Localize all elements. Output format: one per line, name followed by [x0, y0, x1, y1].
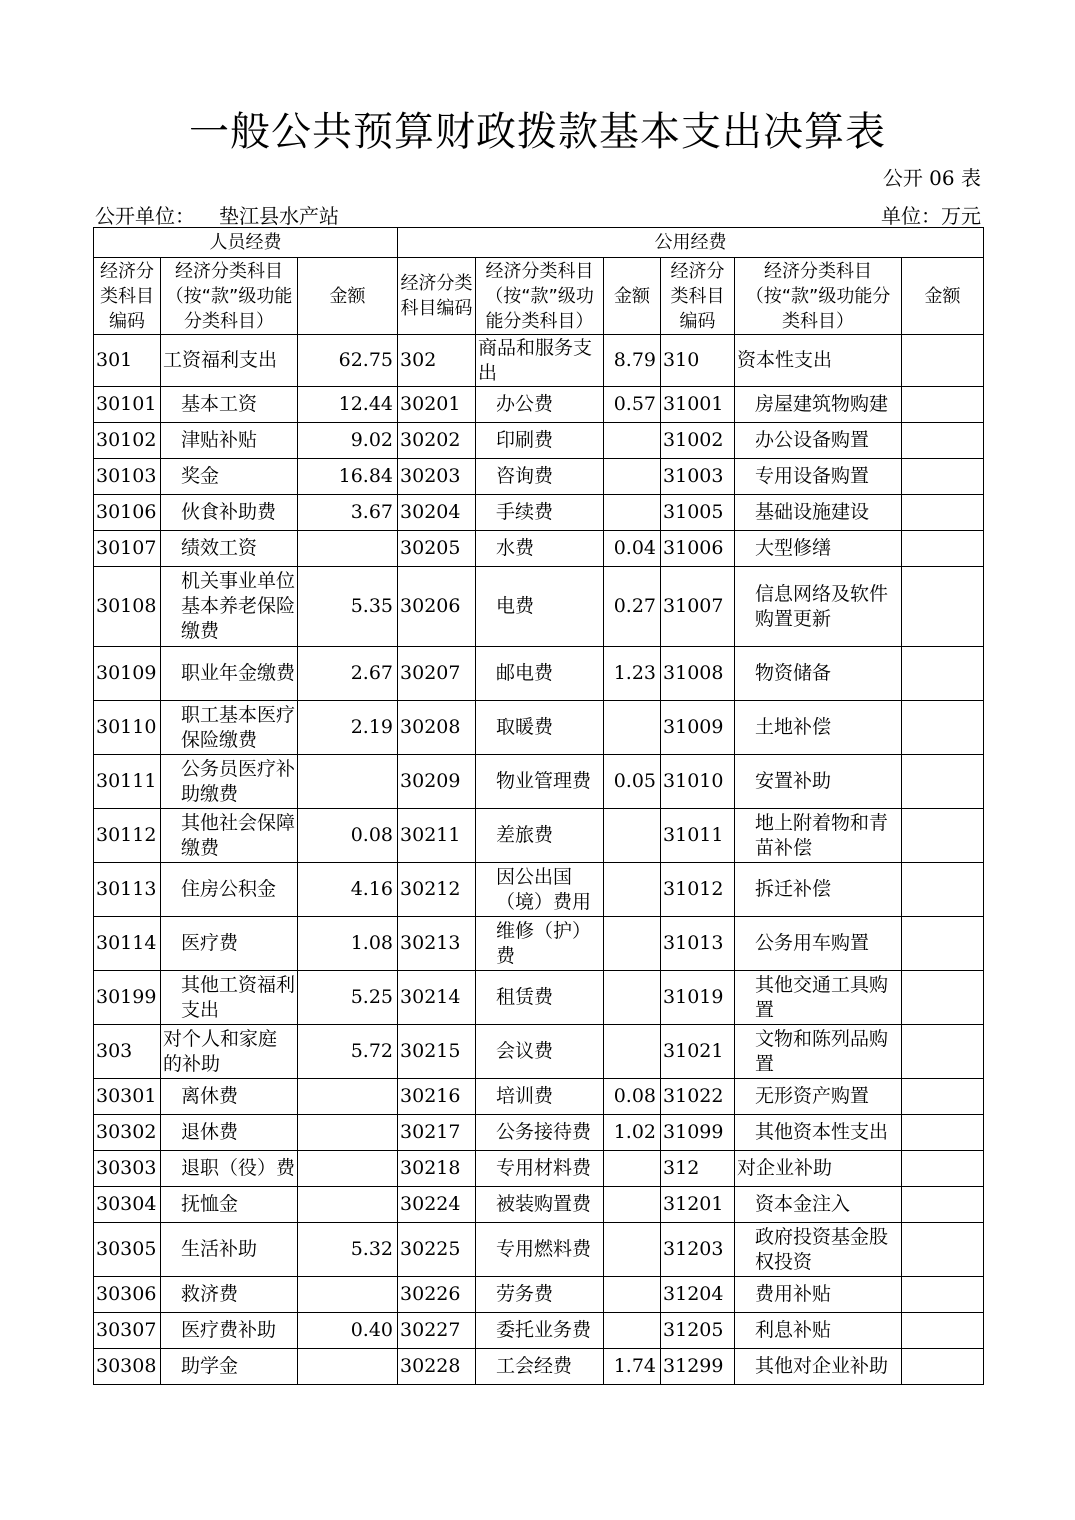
- economic-code-cell: 30206: [398, 567, 476, 647]
- table-row: [94, 1187, 984, 1223]
- economic-code-cell: 30209: [398, 755, 476, 809]
- economic-code-cell: 30101: [94, 387, 161, 423]
- amount-cell: 16.84: [298, 459, 398, 495]
- amount-cell: [902, 567, 984, 647]
- item-name-cell: 其他资本性支出: [735, 1115, 902, 1151]
- amount-cell: [298, 531, 398, 567]
- amount-cell: [902, 1115, 984, 1151]
- item-name-cell: 生活补助: [161, 1223, 298, 1277]
- item-name-cell: 利息补贴: [735, 1313, 902, 1349]
- expenditure-table: [93, 227, 984, 1385]
- item-name-cell: 奖金: [161, 459, 298, 495]
- amount-cell: [902, 863, 984, 917]
- amount-cell: 1.23: [604, 647, 661, 701]
- item-name-cell: 职工基本医疗保险缴费: [161, 701, 298, 755]
- economic-code-cell: 31022: [661, 1079, 735, 1115]
- item-name-cell: 物资储备: [735, 647, 902, 701]
- table-row: [94, 335, 984, 387]
- amount-cell: 8.79: [604, 335, 661, 387]
- economic-code-cell: 31005: [661, 495, 735, 531]
- table-row: [94, 917, 984, 971]
- group-header-personnel: 人员经费: [94, 228, 398, 258]
- item-name-cell: 安置补助: [735, 755, 902, 809]
- amount-cell: [298, 1151, 398, 1187]
- amount-cell: 0.08: [604, 1079, 661, 1115]
- economic-code-cell: 30217: [398, 1115, 476, 1151]
- col-header-name: 经济分类科目（按“款”级功能分类科目）: [735, 258, 902, 335]
- economic-code-cell: 31204: [661, 1277, 735, 1313]
- economic-code-cell: 30111: [94, 755, 161, 809]
- amount-cell: [902, 459, 984, 495]
- amount-cell: 0.57: [604, 387, 661, 423]
- item-name-cell: 专用材料费: [476, 1151, 604, 1187]
- item-name-cell: 商品和服务支出: [476, 335, 604, 387]
- amount-cell: [902, 495, 984, 531]
- economic-code-cell: 30304: [94, 1187, 161, 1223]
- item-name-cell: 公务用车购置: [735, 917, 902, 971]
- amount-cell: [604, 1223, 661, 1277]
- amount-cell: 2.67: [298, 647, 398, 701]
- item-name-cell: 专用设备购置: [735, 459, 902, 495]
- amount-cell: [902, 809, 984, 863]
- economic-code-cell: 30213: [398, 917, 476, 971]
- amount-cell: 1.02: [604, 1115, 661, 1151]
- economic-code-cell: 31201: [661, 1187, 735, 1223]
- amount-cell: [902, 1223, 984, 1277]
- economic-code-cell: 30224: [398, 1187, 476, 1223]
- item-name-cell: 电费: [476, 567, 604, 647]
- table-row: [94, 1349, 984, 1385]
- table-row: [94, 809, 984, 863]
- economic-code-cell: 30307: [94, 1313, 161, 1349]
- amount-cell: [298, 755, 398, 809]
- item-name-cell: 咨询费: [476, 459, 604, 495]
- item-name-cell: 资本金注入: [735, 1187, 902, 1223]
- amount-cell: 12.44: [298, 387, 398, 423]
- group-header-public: 公用经费: [398, 228, 984, 258]
- item-name-cell: 基本工资: [161, 387, 298, 423]
- col-header-name: 经济分类科目（按“款”级功能分类科目）: [476, 258, 604, 335]
- economic-code-cell: 31299: [661, 1349, 735, 1385]
- economic-code-cell: 31007: [661, 567, 735, 647]
- item-name-cell: 对企业补助: [735, 1151, 902, 1187]
- economic-code-cell: 30109: [94, 647, 161, 701]
- economic-code-cell: 30216: [398, 1079, 476, 1115]
- economic-code-cell: 30103: [94, 459, 161, 495]
- economic-code-cell: 30218: [398, 1151, 476, 1187]
- item-name-cell: 租赁费: [476, 971, 604, 1025]
- item-name-cell: 房屋建筑物购建: [735, 387, 902, 423]
- table-row: [94, 1025, 984, 1079]
- table-row: [94, 423, 984, 459]
- economic-code-cell: 31010: [661, 755, 735, 809]
- amount-cell: 5.35: [298, 567, 398, 647]
- item-name-cell: 印刷费: [476, 423, 604, 459]
- item-name-cell: 公务接待费: [476, 1115, 604, 1151]
- item-name-cell: 土地补偿: [735, 701, 902, 755]
- item-name-cell: 伙食补助费: [161, 495, 298, 531]
- amount-cell: [604, 917, 661, 971]
- col-header-code: 经济分类科目编码: [94, 258, 161, 335]
- table-row: [94, 531, 984, 567]
- amount-cell: 1.08: [298, 917, 398, 971]
- economic-code-cell: 31008: [661, 647, 735, 701]
- economic-code-cell: 310: [661, 335, 735, 387]
- amount-cell: [298, 1277, 398, 1313]
- economic-code-cell: 31013: [661, 917, 735, 971]
- amount-cell: [902, 647, 984, 701]
- item-name-cell: 住房公积金: [161, 863, 298, 917]
- amount-cell: 5.32: [298, 1223, 398, 1277]
- table-row: [94, 701, 984, 755]
- amount-cell: [902, 387, 984, 423]
- economic-code-cell: 30205: [398, 531, 476, 567]
- economic-code-cell: 30108: [94, 567, 161, 647]
- item-name-cell: 大型修缮: [735, 531, 902, 567]
- amount-cell: [902, 423, 984, 459]
- item-name-cell: 其他交通工具购置: [735, 971, 902, 1025]
- economic-code-cell: 31002: [661, 423, 735, 459]
- economic-code-cell: 30207: [398, 647, 476, 701]
- item-name-cell: 维修（护）费: [476, 917, 604, 971]
- amount-cell: [604, 495, 661, 531]
- item-name-cell: 抚恤金: [161, 1187, 298, 1223]
- table-row: [94, 1223, 984, 1277]
- unit-label: 公开单位：: [95, 204, 195, 228]
- amount-cell: [604, 701, 661, 755]
- form-number: 公开 06 表: [882, 166, 981, 190]
- amount-cell: 3.67: [298, 495, 398, 531]
- item-name-cell: 津贴补贴: [161, 423, 298, 459]
- economic-code-cell: 31099: [661, 1115, 735, 1151]
- item-name-cell: 邮电费: [476, 647, 604, 701]
- economic-code-cell: 30112: [94, 809, 161, 863]
- col-header-code: 经济分类科目编码: [398, 258, 476, 335]
- table-row: [94, 971, 984, 1025]
- item-name-cell: 差旅费: [476, 809, 604, 863]
- table-row: [94, 1079, 984, 1115]
- economic-code-cell: 30201: [398, 387, 476, 423]
- economic-code-cell: 30113: [94, 863, 161, 917]
- amount-cell: [902, 1313, 984, 1349]
- amount-cell: 0.27: [604, 567, 661, 647]
- economic-code-cell: 30215: [398, 1025, 476, 1079]
- item-name-cell: 培训费: [476, 1079, 604, 1115]
- item-name-cell: 办公设备购置: [735, 423, 902, 459]
- item-name-cell: 会议费: [476, 1025, 604, 1079]
- col-header-amount: 金额: [604, 258, 661, 335]
- economic-code-cell: 31012: [661, 863, 735, 917]
- amount-cell: [604, 459, 661, 495]
- amount-cell: [902, 335, 984, 387]
- amount-cell: [902, 755, 984, 809]
- item-name-cell: 工资福利支出: [161, 335, 298, 387]
- economic-code-cell: 30199: [94, 971, 161, 1025]
- table-row: [94, 863, 984, 917]
- amount-cell: [902, 1187, 984, 1223]
- economic-code-cell: 31011: [661, 809, 735, 863]
- economic-code-cell: 31006: [661, 531, 735, 567]
- amount-cell: [604, 809, 661, 863]
- item-name-cell: 退职（役）费: [161, 1151, 298, 1187]
- col-header-amount: 金额: [298, 258, 398, 335]
- economic-code-cell: 30305: [94, 1223, 161, 1277]
- item-name-cell: 拆迁补偿: [735, 863, 902, 917]
- item-name-cell: 工会经费: [476, 1349, 604, 1385]
- document-title: 一般公共预算财政拨款基本支出决算表: [189, 109, 886, 155]
- amount-cell: [902, 971, 984, 1025]
- economic-code-cell: 31009: [661, 701, 735, 755]
- amount-cell: [902, 1025, 984, 1079]
- amount-cell: [902, 1349, 984, 1385]
- item-name-cell: 机关事业单位基本养老保险缴费: [161, 567, 298, 647]
- col-header-code: 经济分类科目编码: [661, 258, 735, 335]
- table-row: [94, 1277, 984, 1313]
- amount-cell: [604, 1151, 661, 1187]
- item-name-cell: 基础设施建设: [735, 495, 902, 531]
- amount-cell: [902, 531, 984, 567]
- item-name-cell: 费用补贴: [735, 1277, 902, 1313]
- item-name-cell: 资本性支出: [735, 335, 902, 387]
- economic-code-cell: 30227: [398, 1313, 476, 1349]
- economic-code-cell: 30225: [398, 1223, 476, 1277]
- item-name-cell: 离休费: [161, 1079, 298, 1115]
- amount-cell: 9.02: [298, 423, 398, 459]
- economic-code-cell: 30106: [94, 495, 161, 531]
- item-name-cell: 水费: [476, 531, 604, 567]
- item-name-cell: 手续费: [476, 495, 604, 531]
- economic-code-cell: 31021: [661, 1025, 735, 1079]
- amount-cell: 4.16: [298, 863, 398, 917]
- item-name-cell: 对个人和家庭的补助: [161, 1025, 298, 1079]
- economic-code-cell: 30212: [398, 863, 476, 917]
- item-name-cell: 物业管理费: [476, 755, 604, 809]
- economic-code-cell: 30102: [94, 423, 161, 459]
- item-name-cell: 委托业务费: [476, 1313, 604, 1349]
- col-header-name: 经济分类科目（按“款”级功能分类科目）: [161, 258, 298, 335]
- amount-cell: [902, 701, 984, 755]
- amount-cell: [902, 1277, 984, 1313]
- item-name-cell: 其他对企业补助: [735, 1349, 902, 1385]
- economic-code-cell: 30114: [94, 917, 161, 971]
- table-row: [94, 459, 984, 495]
- item-name-cell: 公务员医疗补助缴费: [161, 755, 298, 809]
- item-name-cell: 文物和陈列品购置: [735, 1025, 902, 1079]
- economic-code-cell: 31205: [661, 1313, 735, 1349]
- table-row: [94, 755, 984, 809]
- reporting-unit: [95, 200, 339, 229]
- item-name-cell: 取暖费: [476, 701, 604, 755]
- amount-cell: 0.40: [298, 1313, 398, 1349]
- economic-code-cell: 30208: [398, 701, 476, 755]
- item-name-cell: 其他工资福利支出: [161, 971, 298, 1025]
- amount-cell: 2.19: [298, 701, 398, 755]
- amount-cell: [298, 1187, 398, 1223]
- item-name-cell: 专用燃料费: [476, 1223, 604, 1277]
- amount-cell: 0.05: [604, 755, 661, 809]
- amount-cell: [604, 1025, 661, 1079]
- item-name-cell: 医疗费补助: [161, 1313, 298, 1349]
- economic-code-cell: 30203: [398, 459, 476, 495]
- table-row: [94, 1151, 984, 1187]
- item-name-cell: 政府投资基金股权投资: [735, 1223, 902, 1277]
- economic-code-cell: 30107: [94, 531, 161, 567]
- amount-cell: 0.04: [604, 531, 661, 567]
- economic-code-cell: 30302: [94, 1115, 161, 1151]
- item-name-cell: 劳务费: [476, 1277, 604, 1313]
- economic-code-cell: 30301: [94, 1079, 161, 1115]
- economic-code-cell: 30214: [398, 971, 476, 1025]
- item-name-cell: 绩效工资: [161, 531, 298, 567]
- currency-unit: 单位：万元: [881, 204, 981, 228]
- amount-cell: [902, 917, 984, 971]
- amount-cell: 0.08: [298, 809, 398, 863]
- item-name-cell: 办公费: [476, 387, 604, 423]
- economic-code-cell: 30228: [398, 1349, 476, 1385]
- economic-code-cell: 31001: [661, 387, 735, 423]
- amount-cell: [604, 1187, 661, 1223]
- unit-name: 垫江县水产站: [219, 204, 339, 228]
- table-row: [94, 1313, 984, 1349]
- amount-cell: [604, 423, 661, 459]
- amount-cell: [298, 1079, 398, 1115]
- economic-code-cell: 30303: [94, 1151, 161, 1187]
- item-name-cell: 地上附着物和青苗补偿: [735, 809, 902, 863]
- table-row: [94, 387, 984, 423]
- economic-code-cell: 301: [94, 335, 161, 387]
- economic-code-cell: 303: [94, 1025, 161, 1079]
- table-row: [94, 647, 984, 701]
- economic-code-cell: 30204: [398, 495, 476, 531]
- economic-code-cell: 30306: [94, 1277, 161, 1313]
- amount-cell: 5.25: [298, 971, 398, 1025]
- economic-code-cell: 30202: [398, 423, 476, 459]
- item-name-cell: 救济费: [161, 1277, 298, 1313]
- item-name-cell: 无形资产购置: [735, 1079, 902, 1115]
- item-name-cell: 因公出国（境）费用: [476, 863, 604, 917]
- economic-code-cell: 30211: [398, 809, 476, 863]
- amount-cell: [604, 1277, 661, 1313]
- economic-code-cell: 312: [661, 1151, 735, 1187]
- economic-code-cell: 30308: [94, 1349, 161, 1385]
- amount-cell: [298, 1349, 398, 1385]
- economic-code-cell: 31203: [661, 1223, 735, 1277]
- amount-cell: [298, 1115, 398, 1151]
- economic-code-cell: 30226: [398, 1277, 476, 1313]
- amount-cell: [604, 1313, 661, 1349]
- item-name-cell: 助学金: [161, 1349, 298, 1385]
- table-row: [94, 1115, 984, 1151]
- economic-code-cell: 30110: [94, 701, 161, 755]
- amount-cell: 1.74: [604, 1349, 661, 1385]
- col-header-amount: 金额: [902, 258, 984, 335]
- economic-code-cell: 31003: [661, 459, 735, 495]
- item-name-cell: 信息网络及软件购置更新: [735, 567, 902, 647]
- item-name-cell: 退休费: [161, 1115, 298, 1151]
- item-name-cell: 被装购置费: [476, 1187, 604, 1223]
- amount-cell: [604, 863, 661, 917]
- item-name-cell: 医疗费: [161, 917, 298, 971]
- item-name-cell: 职业年金缴费: [161, 647, 298, 701]
- economic-code-cell: 31019: [661, 971, 735, 1025]
- amount-cell: [902, 1079, 984, 1115]
- table-row: [94, 495, 984, 531]
- economic-code-cell: 302: [398, 335, 476, 387]
- item-name-cell: 其他社会保障缴费: [161, 809, 298, 863]
- amount-cell: [902, 1151, 984, 1187]
- amount-cell: 62.75: [298, 335, 398, 387]
- amount-cell: [604, 971, 661, 1025]
- amount-cell: 5.72: [298, 1025, 398, 1079]
- table-row: [94, 567, 984, 647]
